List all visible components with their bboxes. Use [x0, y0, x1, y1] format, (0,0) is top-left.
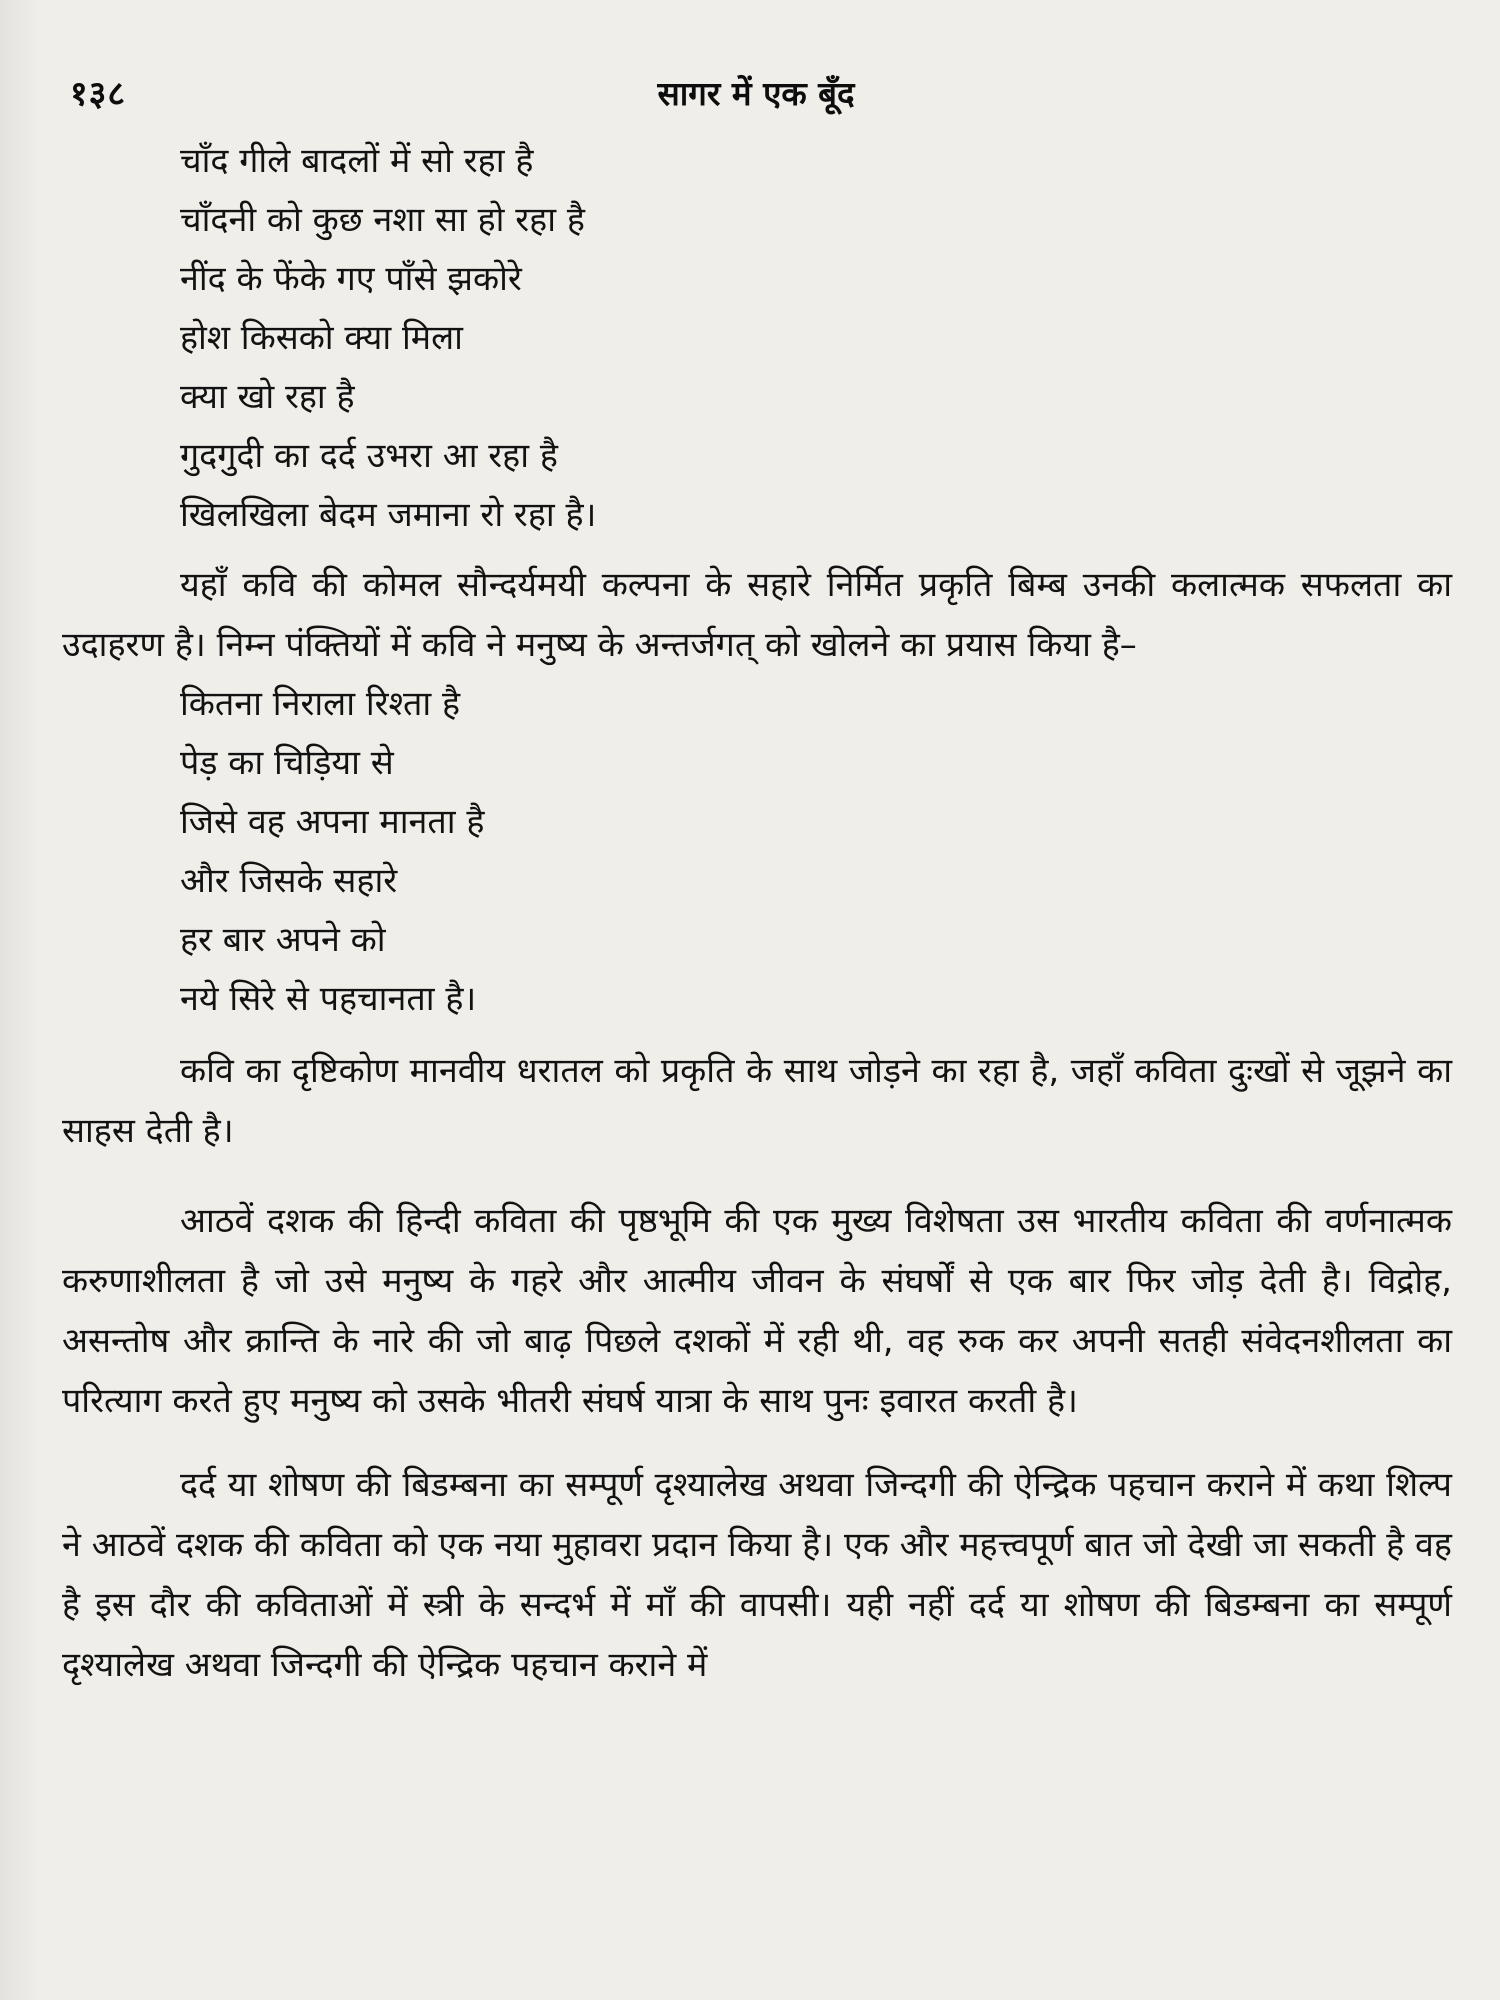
- running-title: सागर में एक बूँद: [657, 73, 855, 113]
- poem-line: होश किसको क्या मिला: [180, 318, 463, 358]
- poem-line: नींद के फेंके गए पाँसे झकोरे: [180, 259, 522, 299]
- poem-line: पेड़ का चिड़िया से: [180, 743, 394, 783]
- poem-line: क्या खो रहा है: [180, 377, 355, 417]
- poem-line: नये सिरे से पहचानता है।: [180, 979, 477, 1019]
- paragraph-commentary-3: आठवें दशक की हिन्दी कविता की पृष्ठभूमि की एक मुख्य विशेषता उस भारतीय कविता की वर्णनात्मक करुणाशीलता है जो उसे मनुष्य के गहरे और आत्मीय जीवन के संघर्षों से एक बार फिर जोड़ देती है। विद्रोह, असन्तोष और क्रान्ति के नारे की जो बाढ़ पिछले दशकों में रही थी, वह रुक कर अपनी सतही संवेदनशीलता का परित्याग करते हुए मनुष्य को उसके भीतरी संघर्ष यात्रा के साथ पुनः इवारत करती है।: [62, 1201, 1452, 1421]
- poem-stanza-1: [62, 132, 1452, 545]
- poem-line: चाँदनी को कुछ नशा सा हो रहा है: [180, 200, 585, 240]
- page-number: १३८: [70, 74, 127, 114]
- page-header: [70, 64, 1442, 120]
- poem-line: जिसे वह अपना मानता है: [180, 802, 485, 842]
- paragraph-commentary-4: दर्द या शोषण की बिडम्बना का सम्पूर्ण दृश्यालेख अथवा जिन्दगी की ऐन्द्रिक पहचान कराने में कथा शिल्प ने आठवें दशक की कविता को एक नया मुहावरा प्रदान किया है। एक और महत्त्वपूर्ण बात जो देखी जा सकती है वह है इस दौर की कविताओं में स्त्री के सन्दर्भ में माँ की वापसी। यही नहीं दर्द या शोषण की बिडम्बना का सम्पूर्ण दृश्यालेख अथवा जिन्दगी की ऐन्द्रिक पहचान कराने में: [62, 1465, 1452, 1685]
- poem-line: कितना निराला रिश्ता है: [180, 684, 461, 724]
- paragraph-commentary-2: कवि का दृष्टिकोण मानवीय धरातल को प्रकृति के साथ जोड़ने का रहा है, जहाँ कविता दुःखों से जूझने का साहस देती है।: [62, 1051, 1452, 1151]
- paragraph-commentary-1: यहाँ कवि की कोमल सौन्दर्यमयी कल्पना के सहारे निर्मित प्रकृति बिम्ब उनकी कलात्मक सफलता का उदाहरण है। निम्न पंक्तियों में कवि ने मनुष्य के अन्तर्जगत् को खोलने का प्रयास किया है–: [62, 565, 1452, 665]
- poem-stanza-2: [62, 675, 1452, 1029]
- poem-line: चाँद गीले बादलों में सो रहा है: [180, 141, 534, 181]
- poem-line: और जिसके सहारे: [180, 861, 398, 901]
- page-body: [62, 132, 1452, 1695]
- poem-line: खिलखिला बेदम जमाना रो रहा है।: [180, 495, 597, 535]
- poem-line: गुदगुदी का दर्द उभरा आ रहा है: [180, 436, 558, 476]
- poem-line: हर बार अपने को: [180, 920, 386, 960]
